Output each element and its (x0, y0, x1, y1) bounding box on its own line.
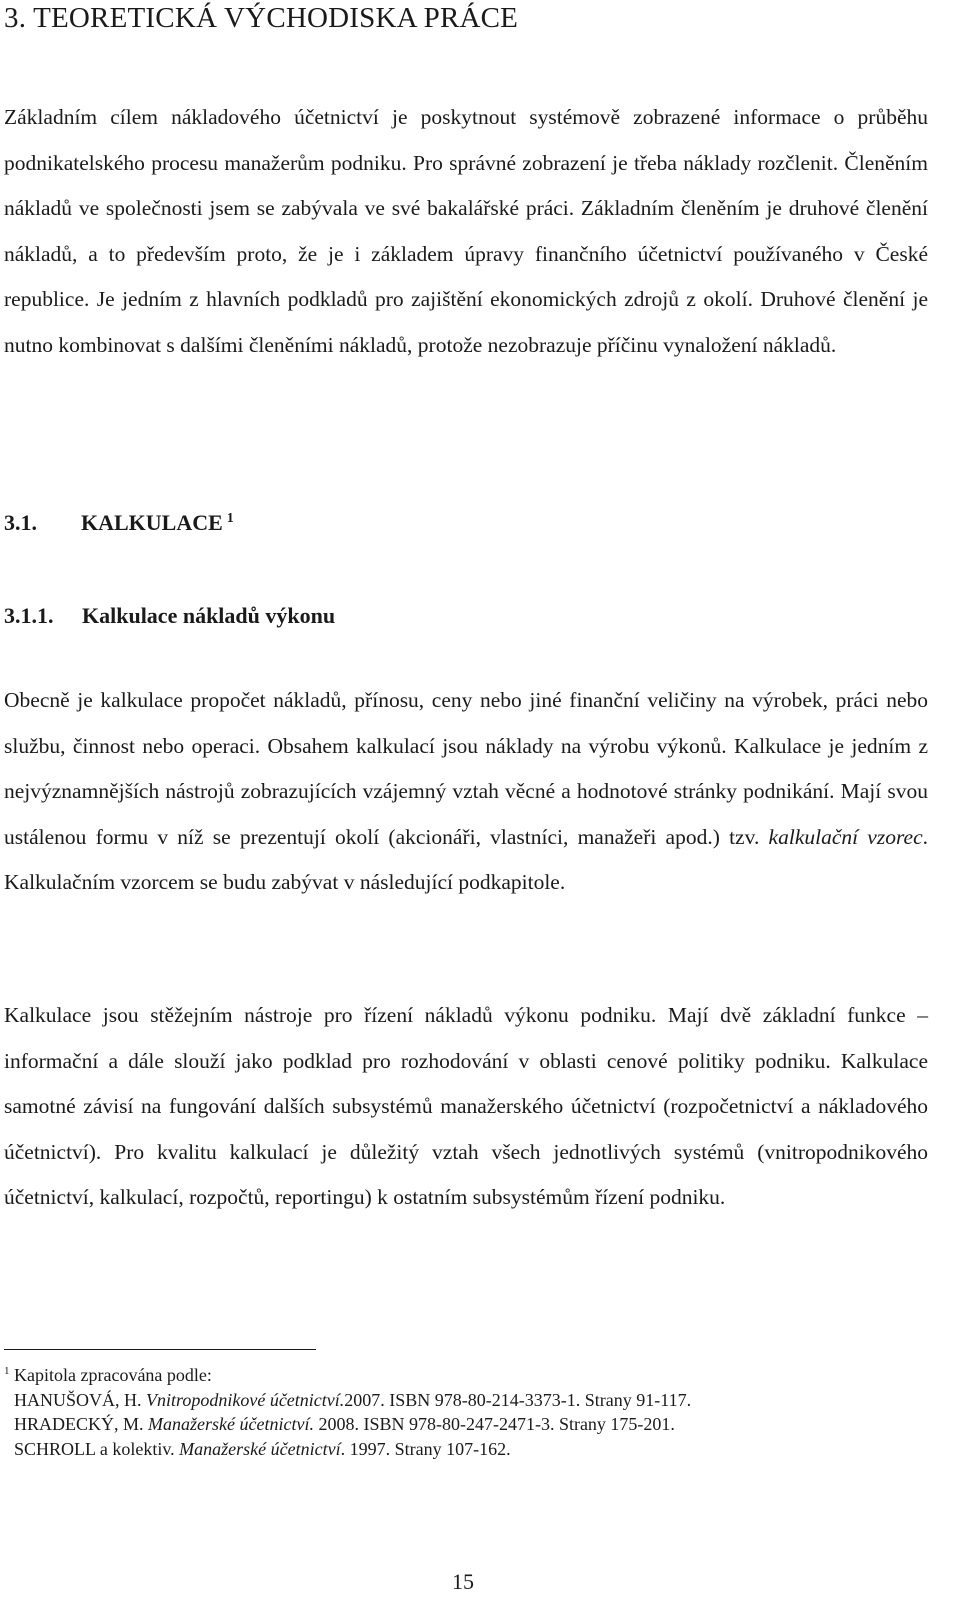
footnote-reference-item (4, 1388, 904, 1413)
section-number: 3.1. (4, 510, 37, 535)
reference-details: 2007. ISBN 978-80-214-3373-1. Strany 91-117. (344, 1389, 692, 1410)
paragraph-text-start: Obecně je kalkulace propočet nákladů, přínosu, ceny nebo jiné finanční veličiny na výrobek, práci nebo službu, činnost nebo operaci. Obsahem kalkulací jsou náklady na výrobu výkonů. Kalkulace je jedním z nejvýznamnějších nástrojů zobrazujících vzájemný vztah věcné a hodnotové stránky podnikání. Mají svou ustálenou formu v níž se prezentují okolí (akcionáři, vlastníci, manažeři apod.) tzv. (4, 688, 928, 849)
reference-author: HRADECKÝ, M. (14, 1414, 149, 1434)
reference-title: Vnitropodnikové účetnictví. (146, 1389, 345, 1410)
footnote-reference-item (4, 1412, 904, 1437)
footnote (4, 1359, 904, 1461)
subsection-title: Kalkulace nákladů výkonu (82, 603, 336, 628)
paragraph-kalkulace-functions: Kalkulace jsou stěžejním nástroje pro řízení nákladů výkonu podniku. Mají dvě základní funkce – informační a dále slouží jako podklad pro rozhodování v oblasti cenové politiky podniku. Kalkulace samotné závisí na fungování dalších subsystémů manažerského účetnictví (rozpočetnictví a nákladového účetnictví). Pro kvalitu kalkulací je důležitý vztah všech jednotlivých systémů (vnitropodnikového účetnictví, kalkulací, rozpočtů, reportingu) k ostatním subsystémům řízení podniku. (4, 1003, 928, 1209)
subsection-number: 3.1.1. (4, 603, 54, 628)
reference-author: SCHROLL a kolektiv. (14, 1438, 180, 1459)
reference-author: HANUŠOVÁ, H. (14, 1389, 147, 1410)
italic-term: kalkulační vzorec (768, 824, 923, 849)
section-heading-kalkulace (4, 510, 234, 536)
chapter-title: 3. TEORETICKÁ VÝCHODISKA PRÁCE (4, 2, 519, 34)
paragraph-text-end: . Kalkulačním vzorcem se budu zabývat v následující podkapitole. (4, 824, 928, 894)
footnote-reference[interactable]: 1 (226, 510, 234, 526)
section-title: KALKULACE (81, 510, 223, 535)
footnote-intro-line (4, 1359, 904, 1388)
reference-title: Manažerské účetnictví (179, 1438, 341, 1459)
footnote-marker: 1 (4, 1365, 10, 1377)
reference-details: 2008. ISBN 978-80-247-2471-3. Strany 175-201. (313, 1414, 675, 1434)
footnote-intro: Kapitola zpracována podle: (14, 1365, 212, 1385)
reference-details: . 1997. Strany 107-162. (340, 1438, 511, 1459)
subsection-heading-kalkulace-nakladu (4, 603, 335, 629)
footnote-reference-item (4, 1437, 904, 1462)
footnote-separator (4, 1349, 316, 1350)
intro-paragraph: Základním cílem nákladového účetnictví je poskytnout systémově zobrazené informace o průběhu podnikatelského procesu manažerům podniku. Pro správné zobrazení je třeba náklady rozčlenit. Členěním nákladů ve společnosti jsem se zabývala ve své bakalářské práci. Základním členěním je druhové členění nákladů, a to především proto, že je i základem úpravy finančního účetnictví používaného v České republice. Je jedním z hlavních podkladů pro zajištění ekonomických zdrojů z okolí. Druhové členění je nutno kombinovat s dalšími členěními nákladů, protože nezobrazuje příčinu vynaložení nákladů. (4, 105, 928, 357)
paragraph-kalkulace-definition (4, 678, 928, 906)
reference-title: Manažerské účetnictví. (148, 1414, 314, 1434)
page-number: 15 (452, 1569, 474, 1594)
